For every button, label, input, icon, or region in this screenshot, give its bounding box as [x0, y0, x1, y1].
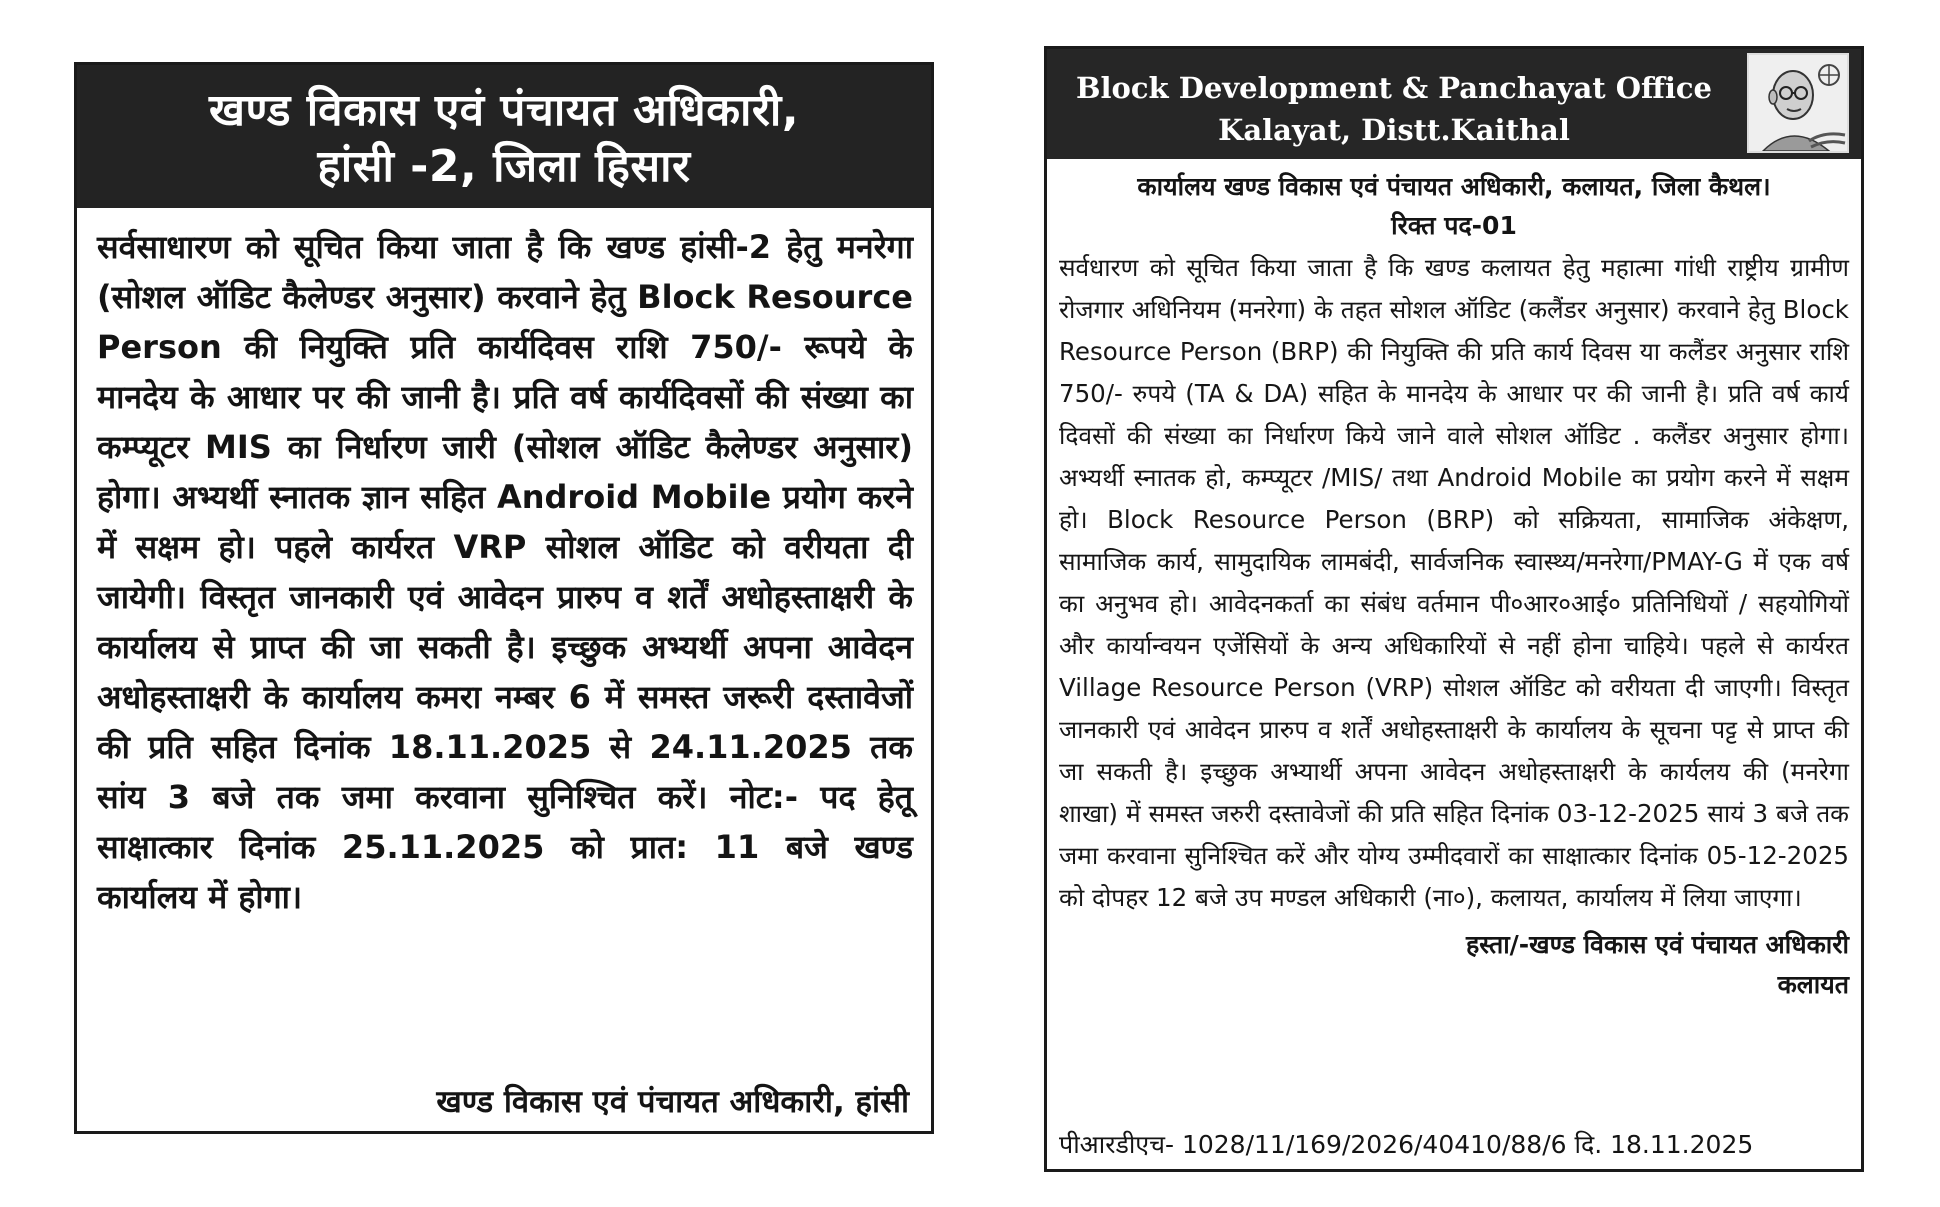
kalayat-notice — [1044, 46, 1864, 1172]
kalayat-header-line-1: Block Development & Panchayat Office — [1075, 71, 1712, 105]
kalayat-notice-body: सर्वधारण को सूचित किया जाता है कि खण्ड कलायत हेतु महात्मा गांधी राष्ट्रीय ग्रामीण रोजगार अधिनियम (मनरेगा) के तहत सोशल ऑडिट (कलैंडर अनुसार) करवाने हेतु Block Resource Person (BRP) की नियुक्ति की प्रति कार्य दिवस या कलैंडर अनुसार राशि 750/- रुपये (TA & DA) सहित के मानदेय के आधार पर की जानी है। प्रति वर्ष कार्य दिवसों की संख्या का निर्धारण किये जाने वाले सोशल ऑडिट . कलैंडर अनुसार होगा। अभ्यर्थी स्नातक हो, कम्प्यूटर /MIS/ तथा Android Mobile का प्रयोग करने में सक्षम हो। Block Resource Person (BRP) को सक्रियता, सामाजिक अंकेक्षण, सामाजिक कार्य, सामुदायिक लामबंदी, सार्वजनिक स्वास्थ्य/मनरेगा/PMAY-G में एक वर्ष का अनुभव हो। आवेदनकर्ता का संबंध वर्तमान पी०आर०आई० प्रतिनिधियों / सहयोगियों और कार्यान्वयन एजेंसियों के अन्य अधिकारियों से नहीं होना चाहिये। पहले से कार्यरत Village Resource Person (VRP) सोशल ऑडिट को वरीयता दी जाएगी। विस्तृत जानकारी एवं आवेदन प्रारुप व शर्तें अधोहस्ताक्षरी के कार्यालय के सूचना पट्ट से प्राप्त की जा सकती है। इच्छुक अभ्यार्थी अपना आवेदन अधोहस्ताक्षरी के कार्यलय की (मनरेगा शाखा) में समस्त जरुरी दस्तावेजों की प्रति सहित दिनांक 03-12-2025 सायं 3 बजे तक जमा करवाना सुनिश्चित करें और योग्य उम्मीदवारों का साक्षात्कार दिनांक 05-12-2025 को दोपहर 12 बजे उप मण्डल अधिकारी (ना०), कलायत, कार्यालय में लिया जाएगा। — [1059, 253, 1849, 912]
kalayat-signature — [1047, 925, 1861, 1005]
kalayat-reference-number: पीआरडीएच- 1028/11/169/2026/40410/88/6 दि. 18.11.2025 — [1059, 1130, 1754, 1159]
kalayat-notice-header — [1047, 49, 1861, 159]
kalayat-header-line-2: Kalayat, Distt.Kaithal — [1218, 113, 1570, 147]
hansi-notice-header — [77, 65, 931, 208]
kalayat-office-line: कार्यालय खण्ड विकास एवं पंचायत अधिकारी, कलायत, जिला कैथल। — [1137, 172, 1771, 201]
hansi-notice-body: सर्वसाधारण को सूचित किया जाता है कि खण्ड हांसी-2 हेतु मनरेगा (सोशल ऑडिट कैलेण्डर अनुसार) करवाने हेतु Block Resource Person की नियुक्ति प्रति कार्यदिवस राशि 750/- रूपये के मानदेय के आधार पर की जानी है। प्रति वर्ष कार्यदिवसों की संख्या का कम्प्यूटर MIS का निर्धारण जारी (सोशल ऑडिट कैलेण्डर अनुसार) होगा। अभ्यर्थी स्नातक ज्ञान सहित Android Mobile प्रयोग करने में सक्षम हो। पहले कार्यरत VRP सोशल ऑडिट को वरीयता दी जायेगी। विस्तृत जानकारी एवं आवेदन प्रारुप व शर्तें अधोहस्ताक्षरी के कार्यालय से प्राप्त की जा सकती है। इच्छुक अभ्यर्थी अपना आवेदन अधोहस्ताक्षरी के कार्यालय कमरा नम्बर 6 में समस्त जरूरी दस्तावेजों की प्रति सहित दिनांक 18.11.2025 से 24.11.2025 तक सांय 3 बजे तक जमा करवाना सुनिश्चित करें। नोट:- पद हेतू साक्षात्कार दिनांक 25.11.2025 को प्रात: 11 बजे खण्ड कार्यालय में होगा। — [97, 228, 913, 916]
gandhi-emblem-icon — [1747, 53, 1849, 153]
hansi-signature: खण्ड विकास एवं पंचायत अधिकारी, हांसी — [436, 1084, 909, 1120]
kalayat-vacancy-line: रिक्त पद-01 — [1391, 211, 1517, 240]
kalayat-signature-line-2: कलायत — [1777, 970, 1849, 999]
kalayat-signature-line-1: हस्ता/-खण्ड विकास एवं पंचायत अधिकारी — [1465, 930, 1849, 959]
hansi-notice — [74, 62, 934, 1134]
hansi-header-line-2: हांसी -2, जिला हिसार — [317, 141, 691, 192]
hansi-header-line-1: खण्ड विकास एवं पंचायत अधिकारी, — [208, 85, 800, 136]
